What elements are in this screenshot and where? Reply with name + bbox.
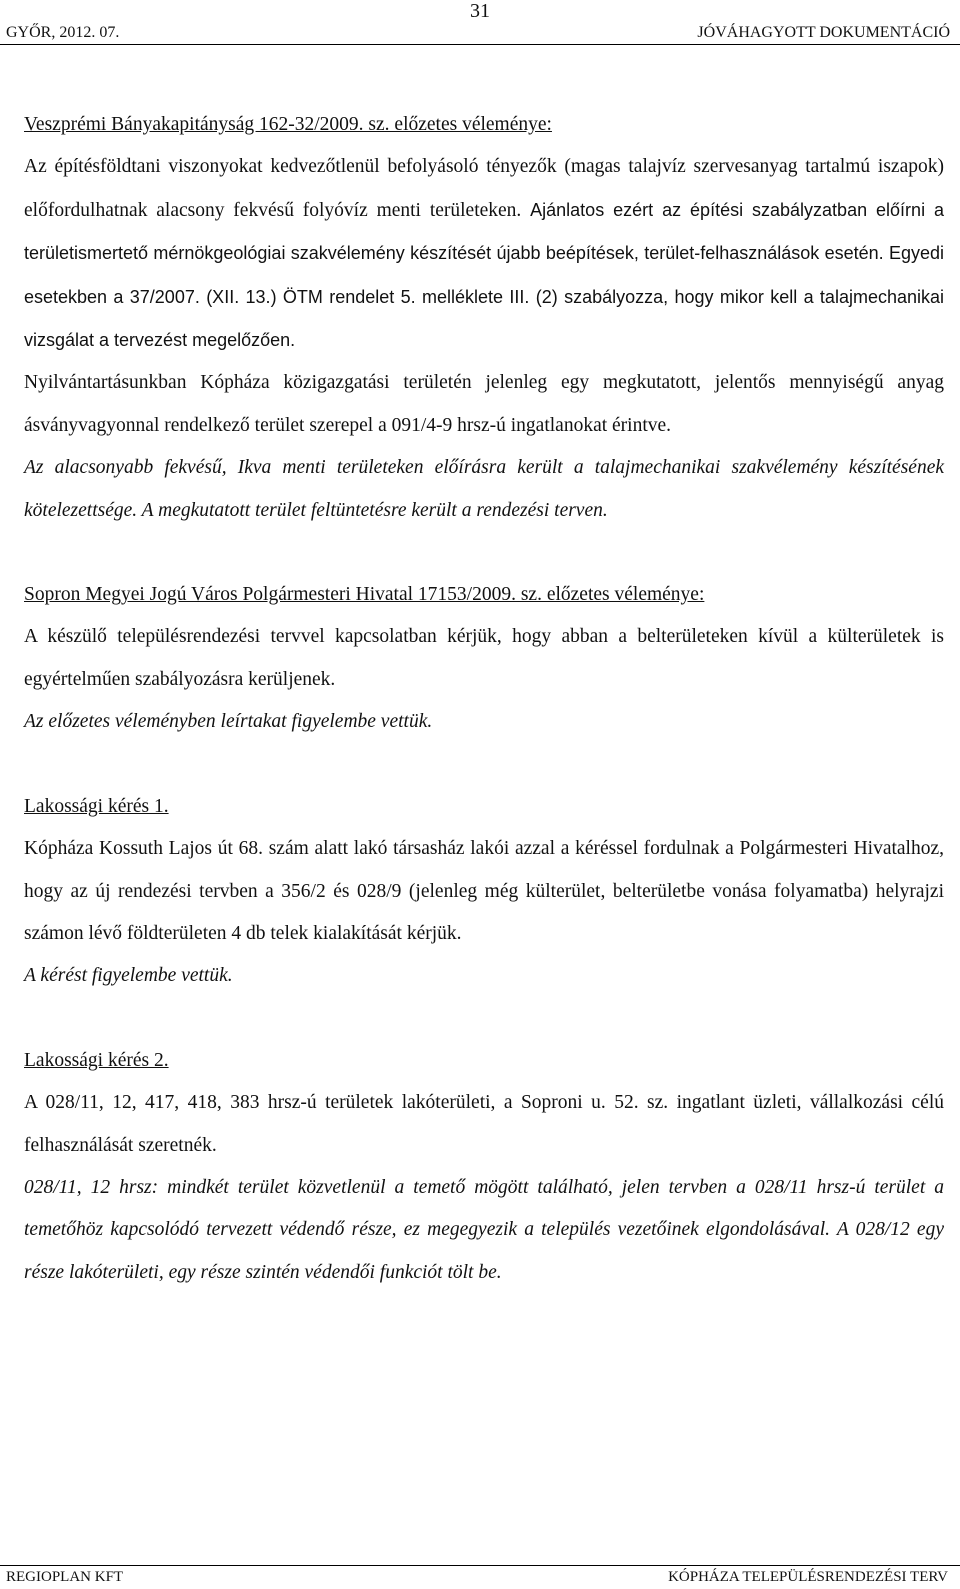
- section-title-request-2: Lakossági kérés 2.: [24, 1049, 169, 1071]
- footer-plan-title: KÓPHÁZA TELEPÜLÉSRENDEZÉSI TERV: [668, 1569, 948, 1585]
- section-title-request-1: Lakossági kérés 1.: [24, 795, 169, 817]
- request-1-paragraph: Kópháza Kossuth Lajos út 68. szám alatt lakó társasház lakói azzal a kéréssel fordulnak a Polgármesteri Hivatalhoz, hogy az új rendezési tervben a 356/2 és 028/9 (jelenleg még külterület, belterületbe vonása folyamatba) helyrajzi számon lévő földterületen 4 db telek kialakítását kérjük.: [24, 838, 944, 944]
- request-2-response: 028/11, 12 hrsz: mindkét terület közvetlenül a temető mögött található, jelen tervben a 028/11 hrsz-ú terület a temetőhöz kapcsolódó tervezett védendő része, ez megegyezik a település vezetőinek elgondolásával. A 028/12 egy része lakóterületi, egy része szintén védendői funkciót tölt be.: [24, 1176, 944, 1283]
- page-header: [0, 22, 960, 45]
- document-body: [24, 104, 944, 1294]
- page-footer: [0, 1565, 960, 1588]
- request-2-paragraph: A 028/11, 12, 417, 418, 383 hrsz-ú területek lakóterületi, a Soproni u. 52. sz. ingatlant üzleti, vállalkozási célú felhasználását szeretnék.: [24, 1092, 944, 1156]
- header-date: GYŐR, 2012. 07.: [6, 24, 120, 41]
- section-title-veszprem: Veszprémi Bányakapitányság 162-32/2009. sz. előzetes véleménye:: [24, 114, 552, 135]
- veszprem-paragraph-1: [24, 146, 944, 362]
- veszprem-paragraph-3: Nyilvántartásunkban Kópháza közigazgatási területén jelenleg egy megkutatott, jelentős mennyiségű anyag ásványvagyonnal rendelkező terület szerepel a 091/4-9 hrsz-ú ingatlanokat érintve.: [24, 372, 944, 436]
- spacer: [24, 532, 944, 574]
- request-1-response: A kérést figyelembe vettük.: [24, 965, 233, 987]
- section-title-sopron: Sopron Megyei Jogú Város Polgármesteri Hivatal 17153/2009. sz. előzetes véleménye:: [24, 584, 705, 606]
- veszprem-p1-tail: területeken.: [429, 199, 522, 221]
- veszprem-response: Az alacsonyabb fekvésű, Ikva menti területeken előírásra került a talajmechanikai szakvélemény készítésének kötelezettsége. A megkutatott terület feltüntetésre került a rendezési terven.: [24, 457, 944, 521]
- spacer: [24, 744, 944, 786]
- spacer: [24, 998, 944, 1040]
- veszprem-p1-text: Az építésföldtani viszonyokat kedvezőtlenül befolyásoló tényezők (magas talajvíz szervesanyag tartalmú iszapok) előfordulhatnak alacsony fekvésű folyóvíz menti: [24, 156, 944, 221]
- footer-company: REGIOPLAN KFT: [6, 1569, 124, 1585]
- sopron-response: Az előzetes véleményben leírtakat figyelembe vettük.: [24, 711, 433, 733]
- header-doc-status: JÓVÁHAGYOTT DOKUMENTÁCIÓ: [697, 24, 950, 41]
- page-number: 31: [470, 0, 490, 22]
- veszprem-p2-text: Ajánlatos ezért az építési szabályzatban előírni a területismertető mérnökgeológiai szakvélemény készítését újabb beépítések, terület-felhasználások esetén. Egyedi esetekben a 37/2007. (XII. 13.) ÖTM rendelet 5. melléklete III. (2) szabályozza, hogy mikor kell a talajmechanikai vizsgálat a tervezést megelőzően.: [24, 199, 945, 351]
- sopron-paragraph-1: A készülő településrendezési tervvel kapcsolatban kérjük, hogy abban a belterületeken kívül a külterületek is egyértelműen szabályozásra kerüljenek.: [24, 626, 944, 690]
